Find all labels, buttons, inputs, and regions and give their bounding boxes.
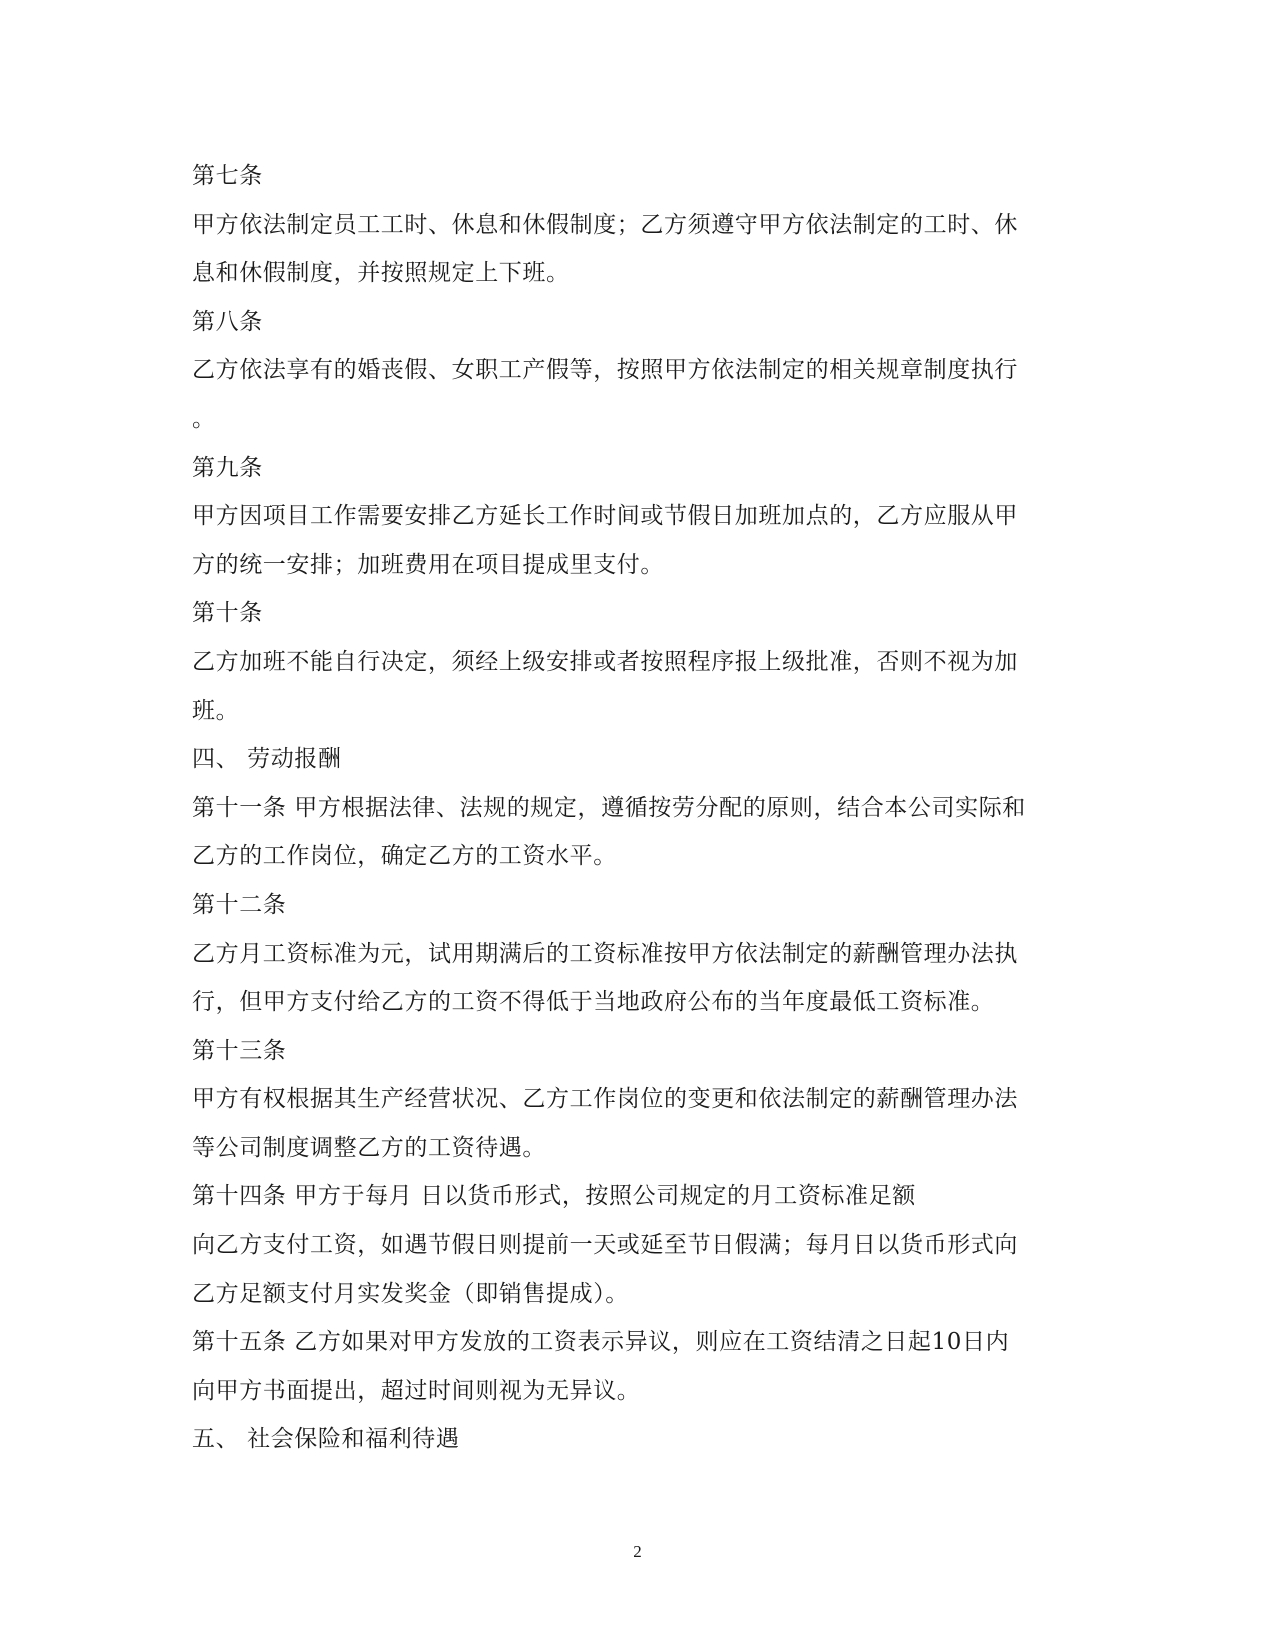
article-heading-9: 第九条	[192, 454, 263, 481]
body-line: 乙方足额支付月实发奖金（即销售提成）。	[192, 1280, 629, 1307]
body-line: 向甲方书面提出，超过时间则视为无异议。	[192, 1377, 641, 1404]
document-body	[192, 152, 1092, 1464]
article-heading-13: 第十三条	[192, 1037, 287, 1064]
article-heading-8: 第八条	[192, 308, 263, 335]
body-line: 等公司制度调整乙方的工资待遇。	[192, 1134, 546, 1161]
body-line: 息和休假制度，并按照规定上下班。	[192, 260, 570, 287]
body-line: 甲方因项目工作需要安排乙方延长工作时间或节假日加班加点的，乙方应服从甲	[192, 503, 1018, 530]
body-line: 班。	[192, 697, 240, 724]
body-line: 乙方月工资标准为元，试用期满后的工资标准按甲方依法制定的薪酬管理办法执	[192, 940, 1018, 967]
body-line: 向乙方支付工资，如遇节假日则提前一天或延至节日假满；每月日以货币形式向	[192, 1232, 1018, 1259]
body-line: 甲方有权根据其生产经营状况、乙方工作岗位的变更和依法制定的薪酬管理办法	[192, 1086, 1018, 1113]
body-line: 乙方依法享有的婚丧假、女职工产假等，按照甲方依法制定的相关规章制度执行	[192, 357, 1018, 384]
article-heading-7: 第七条	[192, 163, 263, 189]
section-heading-4: 四、 劳动报酬	[192, 746, 342, 773]
body-line: 行，但甲方支付给乙方的工资不得低于当地政府公布的当年度最低工资标准。	[192, 989, 995, 1016]
body-line: 乙方加班不能自行决定，须经上级安排或者按照程序报上级批准，否则不视为加	[192, 648, 1018, 675]
article-11-line: 第十一条 甲方根据法律、法规的规定，遵循按劳分配的原则，结合本公司实际和	[192, 794, 1026, 821]
section-heading-5: 五、 社会保险和福利待遇	[192, 1426, 460, 1453]
body-line: 乙方的工作岗位，确定乙方的工资水平。	[192, 843, 617, 870]
article-15-line: 第十五条 乙方如果对甲方发放的工资表示异议，则应在工资结清之日起10日内	[192, 1329, 1010, 1356]
article-14-line: 第十四条 甲方于每月 日以货币形式，按照公司规定的月工资标准足额	[192, 1183, 916, 1210]
body-line: 方的统一安排；加班费用在项目提成里支付。	[192, 551, 664, 578]
page-number: 2	[633, 1542, 642, 1561]
body-line: 甲方依法制定员工工时、休息和休假制度；乙方须遵守甲方依法制定的工时、休	[192, 211, 1018, 238]
body-line: 。	[192, 405, 216, 432]
article-heading-12: 第十二条	[192, 891, 287, 918]
article-heading-10: 第十条	[192, 600, 263, 627]
